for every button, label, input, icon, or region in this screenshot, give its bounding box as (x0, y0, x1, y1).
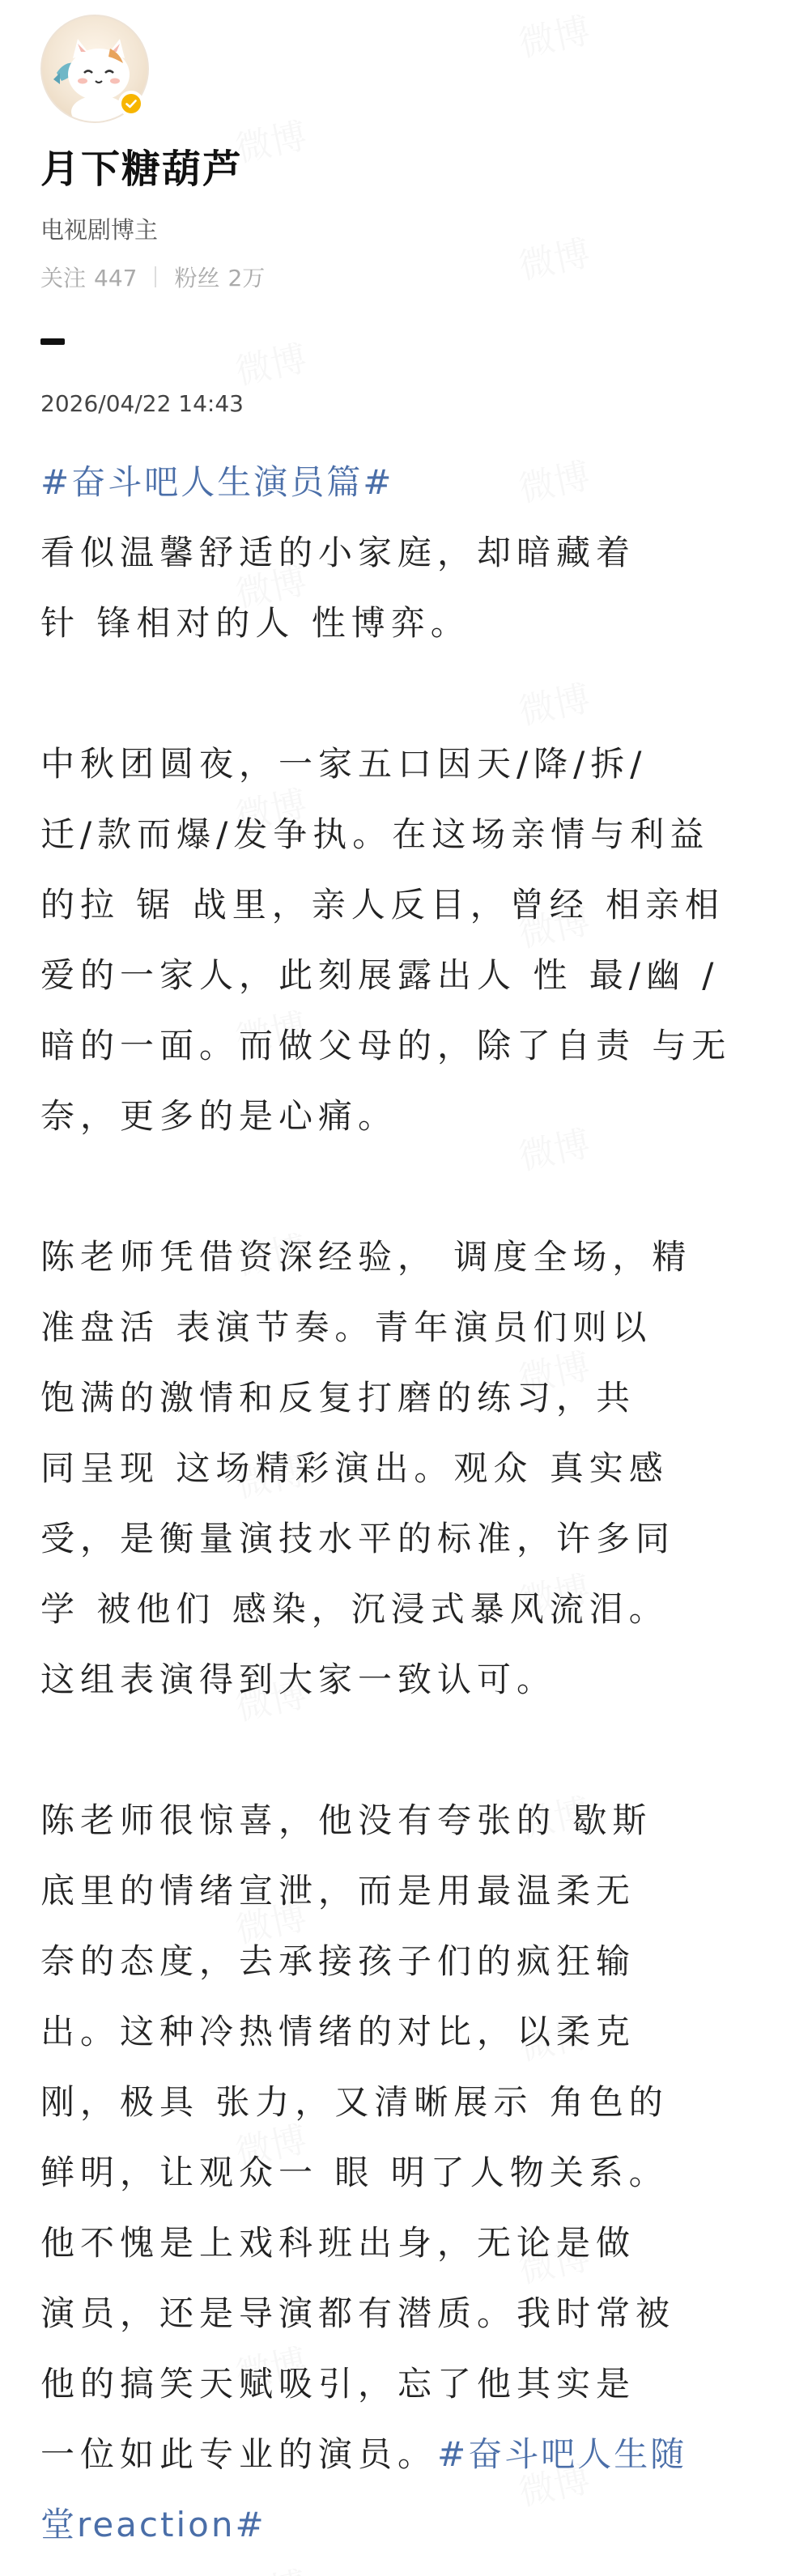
post-line-text: 陈老师凭借资深经验， 调度全场，精 (40, 1237, 692, 1277)
post-line-text: 暗的一面。而做父母的，除了自责 与无 (40, 1026, 732, 1065)
post-line-text: 奈，更多的是心痛。 (40, 1096, 398, 1136)
username[interactable]: 月下糖葫芦 (40, 147, 244, 192)
post-line-text: 迁/款而爆/发争执。在这场亲情与利益 (40, 814, 710, 854)
post-body (40, 455, 761, 2568)
post-line-text: 看似温馨舒适的小家庭，却暗藏着 (40, 533, 636, 572)
post-line-text: 奈的态度，去承接孩子们的疯狂输 (40, 1941, 636, 1981)
post-line (40, 2004, 761, 2075)
post-line-text: 的拉 锯 战里，亲人反目，曾经 相亲相 (40, 885, 725, 925)
watermark-text (230, 329, 310, 395)
watermark-text (513, 224, 593, 290)
post-line-text: 他的搞笑天赋吸引，忘了他其实是 (40, 2364, 636, 2404)
post-line (40, 1441, 761, 1511)
watermark-text (513, 2, 593, 67)
post-line-text: 鲜明，让观众一 眼 明了人物关系。 (40, 2153, 669, 2192)
post-line (40, 948, 761, 1018)
post-line-text: 刚，极具 张力，又清晰展示 角色的 (40, 2082, 669, 2122)
post-line (40, 807, 761, 878)
post-line (40, 1018, 761, 1089)
post-line (40, 2216, 761, 2286)
post-line (40, 2075, 761, 2145)
following-count: 447 (94, 265, 138, 291)
followers-count: 2万 (227, 265, 266, 291)
hashtag-line (40, 455, 761, 525)
paragraph-gap (40, 1159, 761, 1230)
paragraph-gap (40, 1723, 761, 1793)
post-line-text: 爱的一家人，此刻展露出人 性 最/幽 / (40, 955, 720, 995)
stats-divider (155, 266, 156, 287)
following-stat[interactable] (40, 261, 137, 293)
post-line (40, 2497, 761, 2568)
post-line (40, 1230, 761, 1300)
following-label: 关注 (40, 265, 87, 291)
user-title: 电视剧博主 (40, 216, 159, 244)
post-line (40, 1582, 761, 1652)
post-line-text: 针 锋相对的人 性博弈。 (40, 603, 470, 643)
post-line (40, 1934, 761, 2004)
post-line (40, 1300, 761, 1371)
post-line-text: 准盘活 表演节奏。青年演员们则以 (40, 1307, 653, 1347)
post-line (40, 596, 761, 666)
post-line-text: 受，是衡量演技水平的标准，许多同 (40, 1519, 676, 1558)
post-line-text: 底里的情绪宣泄，而是用最温柔无 (40, 1871, 636, 1911)
post-line-text: 这组表演得到大家一致认可。 (40, 1660, 557, 1699)
post-line-text: 饱满的激情和反复打磨的练习，共 (40, 1378, 636, 1418)
post-line (40, 2357, 761, 2427)
post-line-text: 出。这种冷热情绪的对比，以柔克 (40, 2012, 636, 2051)
post-line (40, 525, 761, 596)
post-line-text: 一位如此专业的演员。 (40, 2434, 438, 2474)
post-line (40, 1864, 761, 1934)
post-line-text: 他不愧是上戏科班出身，无论是做 (40, 2223, 636, 2263)
post-date: 2026/04/22 14:43 (40, 390, 244, 417)
post-line-text: 陈老师很惊喜，他没有夸张的 歇斯 (40, 1800, 653, 1840)
verified-badge-icon (118, 91, 144, 117)
paragraph-gap (40, 666, 761, 737)
hashtag-link[interactable]: 堂reaction# (40, 2505, 266, 2544)
post-line-text: 演员，还是导演都有潜质。我时常被 (40, 2293, 676, 2333)
post-line (40, 1089, 761, 1159)
post-line-text: 同呈现 这场精彩演出。观众 真实感 (40, 1448, 669, 1488)
followers-label: 粉丝 (174, 265, 220, 291)
hashtag-link[interactable]: #奋斗吧人生演员篇# (40, 462, 394, 502)
post-line (40, 2286, 761, 2357)
hashtag-link[interactable]: #奋斗吧人生随 (437, 2434, 687, 2474)
post-line-text: 学 被他们 感染，沉浸式暴风流泪。 (40, 1589, 669, 1629)
post-line (40, 2145, 761, 2216)
post-line (40, 2427, 761, 2497)
post-line (40, 1652, 761, 1723)
followers-stat[interactable] (174, 261, 265, 293)
post-line (40, 878, 761, 948)
profile-stats (40, 261, 265, 293)
post-line (40, 737, 761, 807)
section-divider (40, 338, 65, 345)
post-text (40, 525, 761, 2427)
post-line-text: 中秋团圆夜，一家五口因天/降/拆/ (40, 744, 648, 784)
post-line (40, 1371, 761, 1441)
post-line (40, 1511, 761, 1582)
post-line (40, 1793, 761, 1864)
